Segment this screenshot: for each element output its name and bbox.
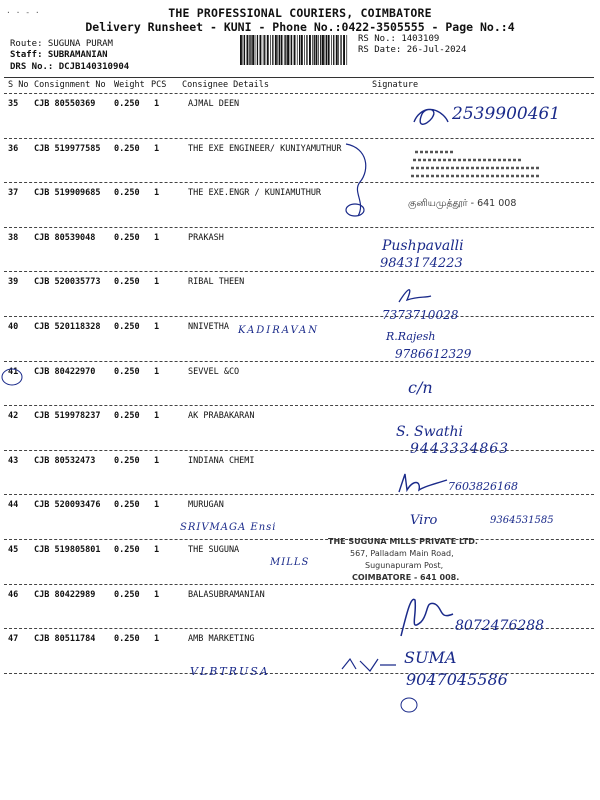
row-consignment-no: CJB 80532473 <box>34 455 96 466</box>
row-pcs: 1 <box>154 634 160 645</box>
row-separator <box>4 494 594 495</box>
company-stamp-line1: THE SUGUNA MILLS PRIVATE LTD. <box>328 537 478 546</box>
barcode-bar <box>320 35 321 65</box>
row-sno: 35 <box>8 99 19 109</box>
handwritten-name-44: Viro <box>410 513 438 528</box>
circled-mark-47 <box>398 696 420 714</box>
barcode-bar <box>285 35 286 65</box>
barcode-bar <box>272 35 273 65</box>
handwritten-phone-47: 9047045586 <box>406 670 508 689</box>
row-pcs: 1 <box>154 322 160 332</box>
row-pcs: 1 <box>154 500 160 511</box>
barcode-bar <box>250 35 251 65</box>
row-separator <box>4 405 594 406</box>
company-stamp-line4: COIMBATORE - 641 008. <box>352 573 460 582</box>
row-consignment-no: CJB 80511784 <box>34 634 96 645</box>
barcode-bar <box>277 35 278 65</box>
barcode-bar <box>318 35 319 65</box>
handwritten-name-38: Pushpavalli <box>382 238 464 254</box>
company-stamp-line3: Sugunapuram Post, <box>365 561 444 570</box>
col-consignee: Consignee Details <box>182 80 269 90</box>
row-pcs: 1 <box>154 99 160 109</box>
barcode-bar <box>306 35 307 65</box>
row-consignment-no: CJB 519909685 <box>34 188 101 199</box>
signature-scribble-46 <box>395 592 460 642</box>
barcode <box>240 35 350 65</box>
row-consignee-name: THE EXE ENGINEER/ KUNIYAMUTHUR <box>188 143 342 154</box>
row-pcs: 1 <box>154 589 160 600</box>
row-consignee-name: THE EXE.ENGR / KUNIAMUTHUR <box>188 188 322 199</box>
row-weight: 0.250 <box>114 589 140 600</box>
circled-mark-37 <box>340 200 370 220</box>
barcode-bar <box>291 35 292 65</box>
barcode-bar <box>249 35 250 65</box>
row-sno: 44 <box>8 500 19 511</box>
row-pcs: 1 <box>154 188 160 199</box>
barcode-bar <box>316 35 318 65</box>
row-sno: 42 <box>8 411 19 422</box>
office-stamp-36 <box>405 146 555 186</box>
barcode-bar <box>336 35 338 65</box>
row-separator <box>4 271 594 272</box>
row-consignment-no: CJB 80422970 <box>34 366 96 377</box>
col-signature: Signature <box>372 80 419 90</box>
barcode-bar <box>275 35 277 65</box>
row-separator <box>4 316 594 317</box>
signature-scribble-43 <box>395 470 450 498</box>
handwritten-address-47: VLBTRUSA <box>190 665 270 678</box>
barcode-bar <box>322 35 324 65</box>
handwritten-phone-35: 2539900461 <box>452 104 561 124</box>
route-label: Route: SUGUNA PURAM <box>10 39 113 49</box>
barcode-bar <box>343 35 345 65</box>
row-sno: 41 <box>8 366 19 377</box>
barcode-bar <box>346 35 347 65</box>
barcode-bar <box>240 35 242 65</box>
barcode-bar <box>340 35 341 65</box>
row-weight: 0.250 <box>114 277 140 288</box>
row-separator <box>4 361 594 362</box>
handwritten-phone-40: 9786612329 <box>395 347 472 361</box>
barcode-bar <box>294 35 296 65</box>
barcode-bar <box>257 35 258 65</box>
barcode-bar <box>312 35 313 65</box>
barcode-bar <box>281 35 283 65</box>
barcode-bar <box>326 35 327 65</box>
scan-speck: · · - · <box>6 8 40 17</box>
barcode-bar <box>309 35 311 65</box>
barcode-bar <box>297 35 298 65</box>
signature-scribble-39 <box>395 284 435 306</box>
row-weight: 0.250 <box>114 143 140 154</box>
row-consignment-no: CJB 519978237 <box>34 411 101 422</box>
row-sno: 37 <box>8 188 19 199</box>
barcode-bar <box>331 35 332 65</box>
handwritten-note-41: c/n <box>408 378 433 397</box>
row-pcs: 1 <box>154 411 160 422</box>
col-weight: Weight <box>114 80 145 90</box>
row-consignee-name: AMB MARKETING <box>188 634 255 645</box>
drs-number: DRS No.: DCJB140310904 <box>10 62 130 72</box>
barcode-bar <box>284 35 285 65</box>
row-consignee-name: SEVVEL &CO <box>188 366 240 377</box>
row-separator <box>4 227 594 228</box>
row-sno: 39 <box>8 277 19 288</box>
row-sno: 45 <box>8 545 19 555</box>
row-consignee-name: AJMAL DEEN <box>188 99 240 109</box>
row-consignment-no: CJB 80539048 <box>34 232 96 243</box>
row-weight: 0.250 <box>114 99 140 109</box>
handwritten-phone-38: 9843174223 <box>380 256 463 271</box>
row-weight: 0.250 <box>114 455 140 466</box>
handwritten-phone-44: 9364531585 <box>490 515 554 526</box>
barcode-bar <box>252 35 254 65</box>
rs-date: RS Date: 26-Jul-2024 <box>358 45 467 55</box>
row-weight: 0.250 <box>114 322 140 332</box>
row-consignment-no: CJB 80550369 <box>34 99 96 109</box>
barcode-bar <box>244 35 245 65</box>
barcode-bar <box>325 35 326 65</box>
runsheet-subtitle: Delivery Runsheet - KUNI - Phone No.:0422-3505555 - Page No.:4 <box>85 20 515 34</box>
barcode-bar <box>260 35 262 65</box>
header-top-rule <box>4 77 594 78</box>
row-weight: 0.250 <box>114 188 140 199</box>
handwritten-name-42: S. Swathi <box>396 424 464 440</box>
row-weight: 0.250 <box>114 634 140 645</box>
row-sno: 47 <box>8 634 19 645</box>
row-sno: 36 <box>8 143 19 154</box>
row-consignee-name: THE SUGUNA <box>188 545 240 555</box>
row-consignment-no: CJB 519977585 <box>34 143 101 154</box>
header-bottom-rule <box>4 93 594 94</box>
handwritten-phone-39: 7373710028 <box>382 308 459 322</box>
rs-number: RS No.: 1403109 <box>358 34 440 44</box>
row-weight: 0.250 <box>114 366 140 377</box>
row-sno: 40 <box>8 322 19 332</box>
row-weight: 0.250 <box>114 411 140 422</box>
signature-scribble-35 <box>410 104 450 130</box>
row-weight: 0.250 <box>114 545 140 555</box>
handwritten-address-44: SRIVMAGA Ensi <box>180 522 277 533</box>
row-pcs: 1 <box>154 232 160 243</box>
barcode-bar <box>333 35 334 65</box>
row-consignment-no: CJB 520035773 <box>34 277 101 288</box>
row-consignee-name: RIBAL THEEN <box>188 277 245 288</box>
barcode-bar <box>304 35 305 65</box>
row-weight: 0.250 <box>114 232 140 243</box>
barcode-bar <box>328 35 330 65</box>
handwritten-phone-46: 8072476288 <box>455 618 545 634</box>
handwritten-surname-40: KADIRAVAN <box>238 325 320 336</box>
row-consignee-name: BALASUBRAMANIAN <box>188 589 265 600</box>
col-consignment: Consignment No <box>34 80 106 90</box>
row-consignment-no: CJB 520093476 <box>34 500 101 511</box>
row-separator <box>4 138 594 139</box>
handwritten-phone-42: 9443334863 <box>410 441 510 457</box>
row-sno: 38 <box>8 232 19 243</box>
barcode-bar <box>264 35 265 65</box>
barcode-bar <box>290 35 291 65</box>
barcode-bar <box>243 35 244 65</box>
row-consignee-name: NNIVETHA <box>188 322 229 332</box>
barcode-bar <box>263 35 264 65</box>
row-consignee-name: MURUGAN <box>188 500 224 511</box>
company-title: THE PROFESSIONAL COURIERS, COIMBATORE <box>168 6 432 20</box>
row-consignee-name: AK PRABAKARAN <box>188 411 255 422</box>
row-pcs: 1 <box>154 277 160 288</box>
row-separator <box>4 584 594 585</box>
handwritten-suffix-45: MILLS <box>270 557 310 568</box>
signature-scribble-47 <box>340 655 400 675</box>
col-sno: S No <box>8 80 29 90</box>
row-consignment-no: CJB 520118328 <box>34 322 101 332</box>
row-pcs: 1 <box>154 455 160 466</box>
col-pcs: PCS <box>151 80 167 90</box>
staff-label: Staff: SUBRAMANIAN <box>10 50 108 60</box>
row-pcs: 1 <box>154 366 160 377</box>
circled-row-41 <box>1 367 23 387</box>
handwritten-phone-43: 7603826168 <box>448 480 518 493</box>
barcode-bar <box>267 35 269 65</box>
row-sno: 43 <box>8 455 19 466</box>
row-sno: 46 <box>8 589 19 600</box>
barcode-bar <box>299 35 300 65</box>
row-pcs: 1 <box>154 143 160 154</box>
barcode-bar <box>338 35 339 65</box>
barcode-bar <box>314 35 315 65</box>
row-consignee-name: INDIANA CHEMI <box>188 455 255 466</box>
row-separator <box>4 539 594 540</box>
barcode-bar <box>279 35 280 65</box>
row-pcs: 1 <box>154 545 160 555</box>
row-weight: 0.250 <box>114 500 140 511</box>
row-consignee-name: PRAKASH <box>188 232 224 243</box>
handwritten-name-40: R.Rajesh <box>386 330 436 343</box>
office-stamp-37: குனியமுத்தூர் - 641 008 <box>408 198 517 209</box>
company-stamp-line2: 567, Palladam Main Road, <box>350 549 454 558</box>
barcode-bar <box>301 35 303 65</box>
row-consignment-no: CJB 80422989 <box>34 589 96 600</box>
barcode-bar <box>247 35 249 65</box>
barcode-bar <box>270 35 271 65</box>
handwritten-name-47: SUMA <box>404 648 457 667</box>
barcode-bar <box>287 35 289 65</box>
row-consignment-no: CJB 519805801 <box>34 545 101 555</box>
barcode-bar <box>255 35 256 65</box>
